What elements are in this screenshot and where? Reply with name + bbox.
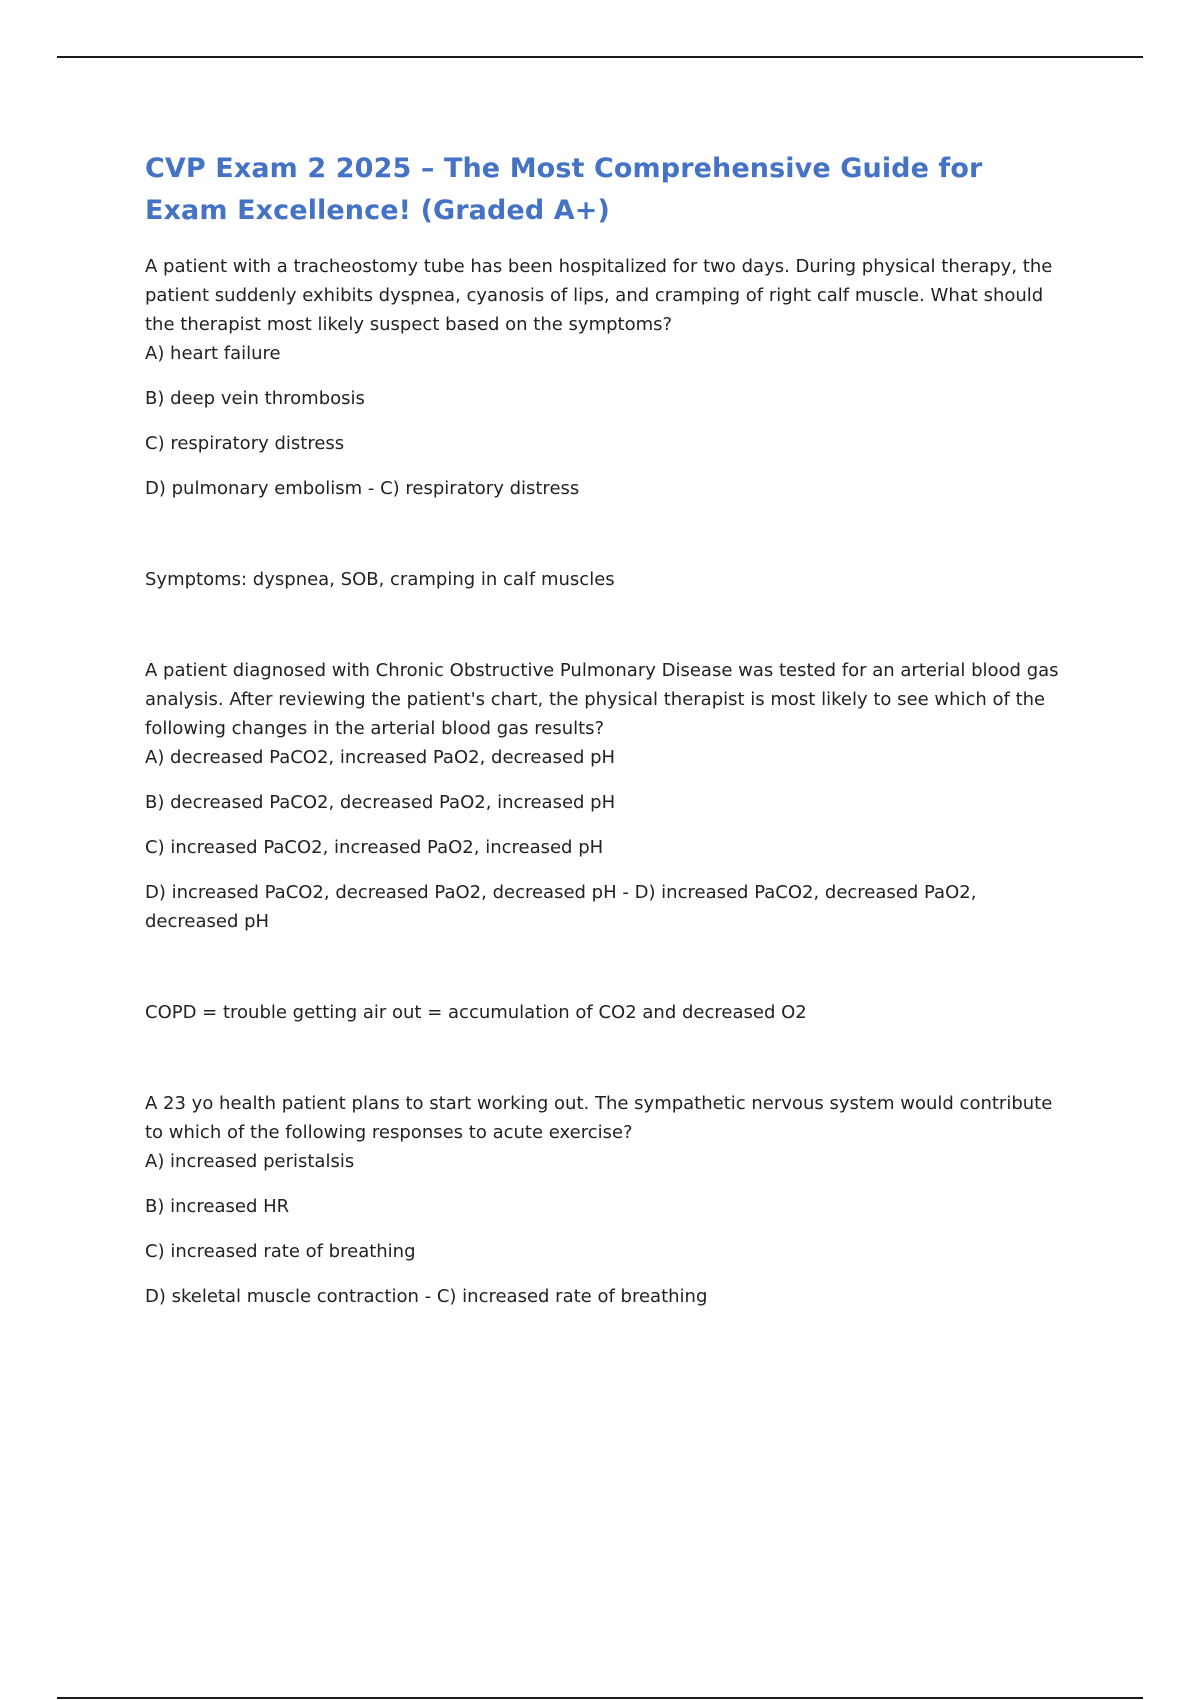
question-2-option-a: A) decreased PaCO2, increased PaO2, decreased pH (145, 747, 616, 768)
question-3-prompt: A 23 yo health patient plans to start working out. The sympathetic nervous system would contribute to which of the following responses to acute exercise? (145, 1093, 1053, 1143)
question-2-option-d: D) increased PaCO2, decreased PaO2, decreased pH - D) increased PaCO2, decreased PaO2, decreased pH (145, 882, 977, 932)
question-2-options (145, 743, 1065, 936)
question-1-option-b: B) deep vein thrombosis (145, 388, 365, 409)
top-rule (57, 56, 1143, 58)
question-3-option-b: B) increased HR (145, 1196, 290, 1217)
question-2-option-b: B) decreased PaCO2, decreased PaO2, increased pH (145, 792, 616, 813)
question-2-option-c: C) increased PaCO2, increased PaO2, increased pH (145, 837, 604, 858)
question-1-option-a: A) heart failure (145, 343, 281, 364)
bottom-rule (57, 1697, 1143, 1699)
question-3-option-c: C) increased rate of breathing (145, 1241, 416, 1262)
question-1 (145, 252, 1065, 594)
document-title: CVP Exam 2 2025 – The Most Comprehensive Guide for Exam Excellence! (Graded A+) (145, 153, 983, 226)
question-3-option-a: A) increased peristalsis (145, 1151, 355, 1172)
question-1-prompt: A patient with a tracheostomy tube has been hospitalized for two days. During physical therapy, the patient suddenly exhibits dyspnea, cyanosis of lips, and cramping of right calf muscle. What should the therapist most likely suspect based on the symptoms? (145, 256, 1053, 335)
question-2-note: COPD = trouble getting air out = accumulation of CO2 and decreased O2 (145, 1002, 807, 1023)
question-1-note: Symptoms: dyspnea, SOB, cramping in calf muscles (145, 569, 615, 590)
document-body (145, 148, 1065, 1311)
question-3-option-d: D) skeletal muscle contraction - C) increased rate of breathing (145, 1286, 708, 1307)
question-1-option-d: D) pulmonary embolism - C) respiratory distress (145, 478, 580, 499)
question-1-options (145, 339, 1065, 503)
question-2-prompt: A patient diagnosed with Chronic Obstructive Pulmonary Disease was tested for an arterial blood gas analysis. After reviewing the patient's chart, the physical therapist is most likely to see which of the following changes in the arterial blood gas results? (145, 660, 1059, 739)
question-1-option-c: C) respiratory distress (145, 433, 345, 454)
question-3 (145, 1089, 1065, 1311)
question-3-options (145, 1147, 1065, 1311)
question-2 (145, 656, 1065, 1027)
